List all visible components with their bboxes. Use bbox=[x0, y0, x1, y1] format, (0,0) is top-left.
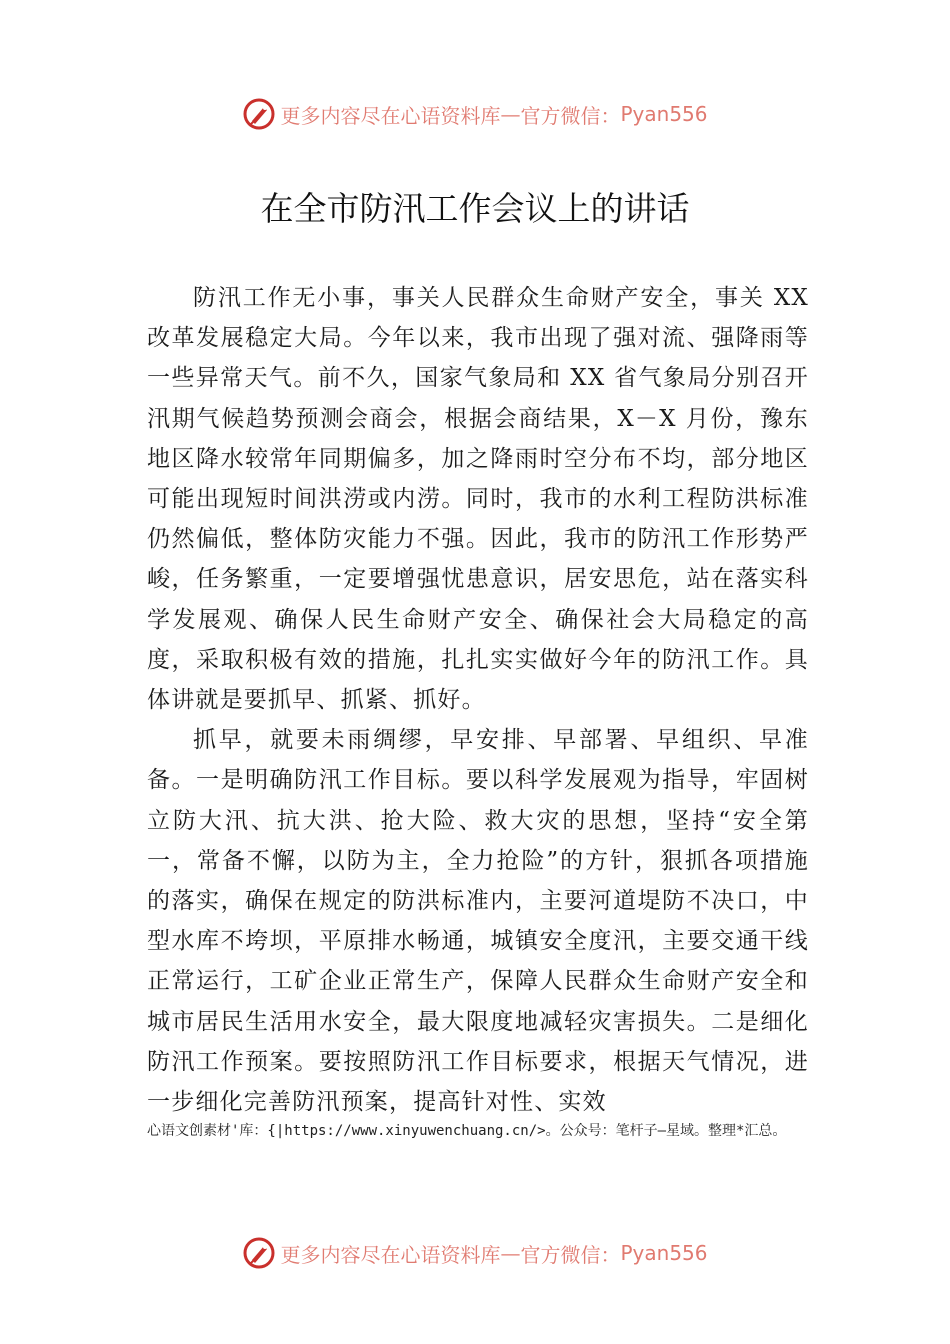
banner-wechat-id: Pyan556 bbox=[620, 102, 708, 126]
banner-wechat-id: Pyan556 bbox=[620, 1241, 708, 1265]
document-title: 在全市防汛工作会议上的讲话 bbox=[260, 189, 690, 228]
document-body bbox=[147, 278, 809, 1118]
banner-brand-text: 更多内容尽在心语资料库 bbox=[280, 1242, 501, 1267]
banner-separator: — bbox=[500, 1241, 521, 1265]
source-footnote: 心语文创素材'库：{|https://www.xinyuwenchuang.cn/>。公众号：笔杆子—星域。整理*汇总。 bbox=[147, 1123, 787, 1139]
body-paragraph: 抓早，就要未雨绸缪，早安排、早部署、早组织、早准备。一是明确防汛工作目标。要以科学发展观为指导，牢固树立防大汛、抗大洪、抢大险、救大灾的思想，坚持“安全第一，常备不懈，以防为主，全力抢险”的方针，狠抓各项措施的落实，确保在规定的防洪标准内，主要河道堤防不决口，中型水库不垮坝，平原排水畅通，城镇安全度汛，主要交通干线正常运行，工矿企业正常生产，保障人民群众生命财产安全和城市居民生活用水安全，最大限度地减轻灾害损失。二是细化防汛工作预案。要按照防汛工作目标要求，根据天气情况，进一步细化完善防汛预案，提高针对性、实效 bbox=[147, 727, 809, 1116]
banner-separator: — bbox=[500, 102, 521, 126]
banner-brand-text: 更多内容尽在心语资料库 bbox=[280, 103, 501, 128]
header-banner bbox=[0, 94, 950, 134]
pen-nib-seal-icon bbox=[242, 97, 276, 131]
banner-wechat-label: 官方微信： bbox=[520, 1242, 621, 1267]
body-paragraph: 防汛工作无小事，事关人民群众生命财产安全，事关 XX 改革发展稳定大局。今年以来，我市出现了强对流、强降雨等一些异常天气。前不久，国家气象局和 XX 省气象局分别召开汛期气候趋势预测会商会，根据会商结果，X－X 月份，豫东地区降水较常年同期偏多，加之降雨时空分布不均，部分地区可能出现短时间洪涝或内涝。同时，我市的水利工程防洪标准仍然偏低，整体防灾能力不强。因此，我市的防汛工作形势严峻，任务繁重，一定要增强忧患意识，居安思危，站在落实科学发展观、确保人民生命财产安全、确保社会大局稳定的高度，采取积极有效的措施，扎扎实实做好今年的防汛工作。具体讲就是要抓早、抓紧、抓好。 bbox=[147, 285, 809, 714]
pen-nib-seal-icon bbox=[242, 1236, 276, 1270]
banner-wechat-label: 官方微信： bbox=[520, 103, 621, 128]
footer-banner bbox=[0, 1233, 950, 1273]
